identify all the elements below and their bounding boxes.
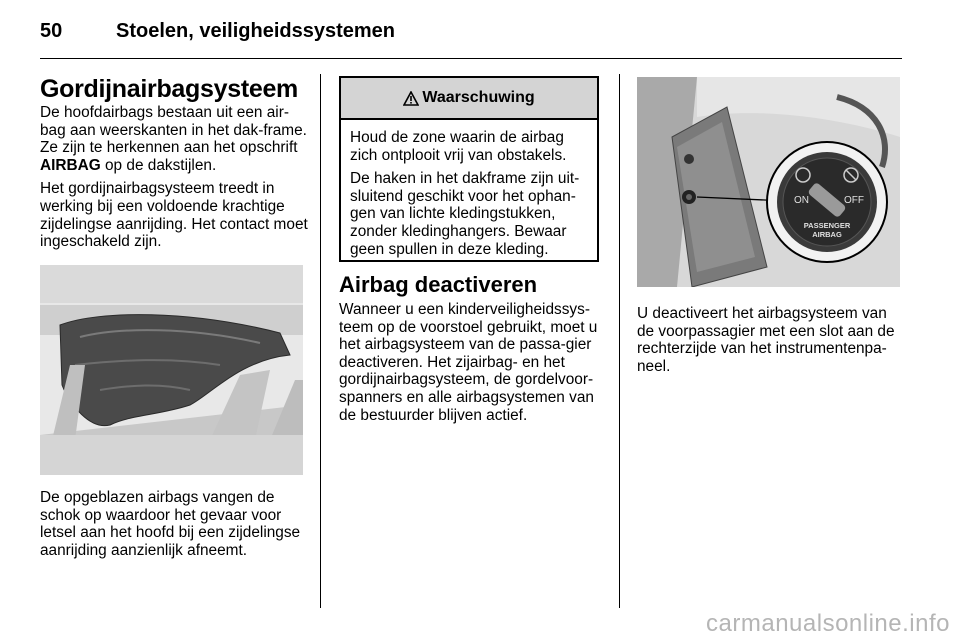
switch-label-line-1: PASSENGER — [803, 221, 851, 230]
warning-paragraph: De haken in het dakframe zijn uit-sluitend geschikt voor het ophan-gen van lichte kledingstukken, zonder kledinghangers. Bewaar geen spullen in deze kleding. — [350, 170, 580, 258]
paragraph: Het gordijnairbagsysteem treedt in werking bij een voldoende krachtige zijdelingse aanrijding. Het contact moet ingeschakeld zijn. — [40, 180, 308, 251]
airbag-label: AIRBAG — [40, 156, 101, 174]
column-divider — [320, 74, 321, 608]
warning-icon — [403, 91, 419, 106]
warning-header — [341, 78, 597, 120]
heading-curtain-airbag: Gordijnairbagsysteem — [40, 75, 298, 103]
heading-airbag-deactivation: Airbag deactiveren — [339, 272, 538, 297]
column-1 — [40, 75, 308, 257]
section-title: Stoelen, veiligheidssystemen — [116, 20, 395, 42]
warning-box — [339, 76, 599, 262]
warning-title: Waarschuwing — [422, 89, 535, 106]
header-rule — [40, 58, 902, 59]
photo-caption: De opgeblazen airbags vangen de schok op waardoor het gevaar voor letsel aan het hoofd bij een zijdelingse aanrijding aanzienlijk afneemt. — [40, 489, 301, 559]
column-divider — [619, 74, 620, 608]
curtain-airbag-photo — [40, 265, 303, 475]
airbag-switch-illustration — [637, 77, 900, 287]
text-run: De hoofdairbags bestaan uit een air-bag aan weerskanten in het dak-frame. Ze zijn te herkennen aan het opschrift — [40, 104, 307, 157]
paragraph: Wanneer u een kinderveiligheidssys-teem op de voorstoel gebruikt, moet u het airbagsysteem van de passa-gier deactiveren. Het zijairbag- en het gordijnairbagsysteem, de gordelvoor-spanners en alle airbagsystemen van de bestuurder blijven actief. — [339, 301, 598, 424]
warning-body — [341, 120, 597, 258]
airbag-switch-photo — [637, 77, 900, 287]
paragraph: U deactiveert het airbagsysteem van de voorpassagier met een slot aan de rechterzijde van het instrumentenpa-neel. — [637, 305, 895, 375]
paragraph — [40, 104, 308, 174]
page-number: 50 — [40, 20, 63, 42]
switch-label-line-2: AIRBAG — [812, 230, 842, 239]
switch-on-label: ON — [794, 195, 809, 206]
caption-block — [40, 489, 308, 565]
column-3 — [637, 305, 902, 381]
watermark: carmanualsonline.info — [706, 610, 950, 637]
curtain-airbag-illustration — [40, 265, 303, 475]
text-run: op de dakstijlen. — [100, 156, 217, 174]
switch-off-label: OFF — [844, 195, 864, 206]
column-2 — [339, 272, 603, 430]
warning-paragraph: Houd de zone waarin de airbag zich ontplooit vrij van obstakels. — [350, 129, 567, 164]
